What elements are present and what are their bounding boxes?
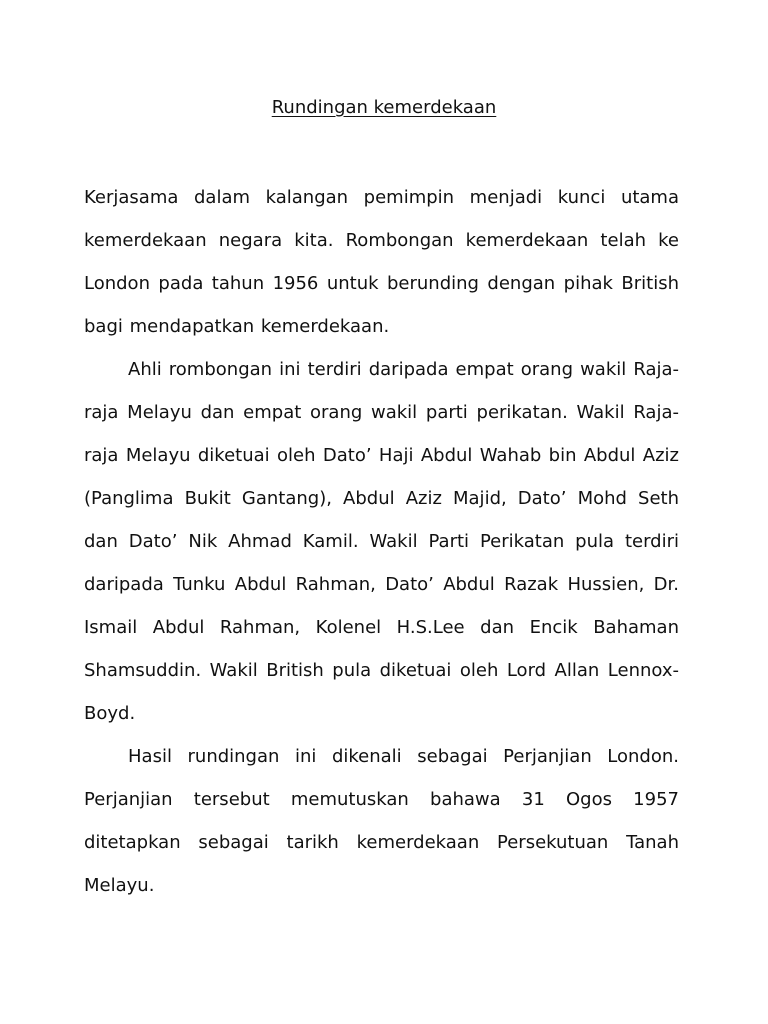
document-title-wrapper	[0, 96, 768, 120]
paragraph-3: Hasil rundingan ini dikenali sebagai Perjanjian London. Perjanjian tersebut memutuskan bahawa 31 Ogos 1957 ditetapkan sebagai tarikh kemerdekaan Persekutuan Tanah Melayu.	[84, 746, 679, 896]
paragraph-2: Ahli rombongan ini terdiri daripada empat orang wakil Raja-raja Melayu dan empat orang wakil parti perikatan. Wakil Raja-raja Melayu diketuai oleh Dato’ Haji Abdul Wahab bin Abdul Aziz (Panglima Bukit Gantang), Abdul Aziz Majid, Dato’ Mohd Seth dan Dato’ Nik Ahmad Kamil. Wakil Parti Perikatan pula terdiri daripada Tunku Abdul Rahman, Dato’ Abdul Razak Hussien, Dr. Ismail Abdul Rahman, Kolenel H.S.Lee dan Encik Bahaman Shamsuddin. Wakil British pula diketuai oleh Lord Allan Lennox-Boyd.	[84, 359, 679, 724]
document-title: Rundingan kemerdekaan	[271, 97, 497, 118]
paragraph-1: Kerjasama dalam kalangan pemimpin menjadi kunci utama kemerdekaan negara kita. Rombongan kemerdekaan telah ke London pada tahun 1956 untuk berunding dengan pihak British bagi mendapatkan kemerdekaan.	[84, 187, 679, 337]
document-body	[84, 176, 679, 907]
